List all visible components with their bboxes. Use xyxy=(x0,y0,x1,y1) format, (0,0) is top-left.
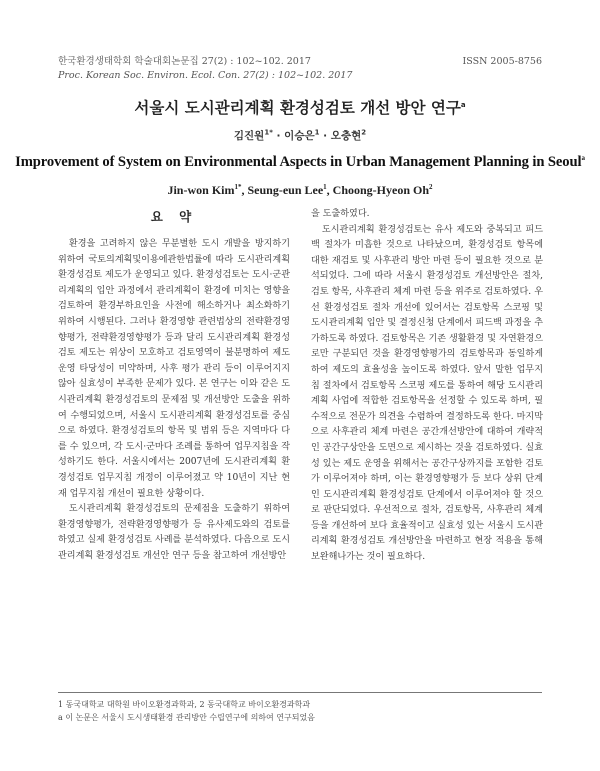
footnote-acknowledgement: a 이 논문은 서울시 도시생태환경 관리방안 수립연구에 의하여 연구되었음 xyxy=(58,713,315,722)
authors-ko: 김진원$^{1*}$ · 이승은$^1$ · 오충현$^2$ xyxy=(233,128,367,142)
authors-en: Jin-won Kim$^{1*}$, Seung-eun Lee$^1$, Choong-Hyeon Oh$^2$ xyxy=(167,183,433,197)
author-name: Jin-won Kim xyxy=(167,183,235,197)
abstract-paragraph: 도시관리계획 환경성검토는 유사 제도와 중복되고 피드백 절차가 미흡한 것으로 나타났으며, 환경성검토 항목에 대한 재검토 및 사후관리 방안 마련 등이 필요한 것으로 분석되었다. 그에 따라 서울시 환경성검토 개선방안은 절차, 검토 항목, 사후관리 체계 마련 등을 위주로 검토하였다. 우선 환경성검토 절차 개선에 있어서는 검토항목 스코핑 및 도시관리계획 입안 및 결정신청 단계에서 피드백 과정을 추가하도록 하였다. 검토항목은 기존 생활환경 및 자연환경으로만 구분되던 것을 환경영향평가의 검토항목과 동일하게 하여 제도의 효율성을 높이도록 하였다. 앞서 말한 업무지침 절차에서 검토항목 스코핑 제도를 통하여 해당 도시관리계획 사업에 적합한 검토항목을 선정할 수 있도록 하며, 필수적으로 전문가 의견을 수렴하여 결정하도록 한다. 마지막으로 사후관리 체계 마련은 공간개선방안에 대하여 개략적인 공간구상안을 도면으로 제시하는 것을 검토하였다. 실효성 있는 제도 운영을 위해서는 공간구상까지를 포함한 검토가 이루어져야 하며, 이는 환경영향평가 등 보다 상위 단계인 도시관리계획 환경성검토 단계에서 이루어져야 할 것으로 판단되었다. 우선적으로 절차, 검토항목, 사후관리 체계 등을 개선하여 보다 효율적이고 실효성 있는 서울시 도시관리계획 환경성검토 개선방안을 마련하고 현장 적용을 통해 보완해나가는 것이 필요하다. xyxy=(311,224,543,563)
author-name: 오충현 xyxy=(330,130,362,142)
author-name: 이승은 xyxy=(284,130,315,142)
abstract-column-left xyxy=(58,237,290,564)
abstract-column-right xyxy=(311,207,543,566)
journal-citation-en: Proc. Korean Soc. Environ. Ecol. Con. 27(2) : 102~102. 2017 xyxy=(58,70,353,81)
issn: ISSN 2005-8756 xyxy=(462,56,542,67)
journal-citation-ko: 한국환경생태학회 학술대회논문집 27(2) : 102~102. 2017 xyxy=(58,56,311,67)
paper-title-ko: 서울시 도시관리계획 환경성검토 개선 방안 연구$^a$ xyxy=(134,99,466,117)
abstract-paragraph: 환경을 고려하지 않은 무분별한 도시 개발을 방지하기 위하여 국토의계획및이용에관한법률에 따라 도시관리계획 환경성검토 제도가 운영되고 있다. 환경성검토는 도시·군관리계획의 입안 과정에서 관리계획이 환경에 미치는 영향을 검토하여 환경부하요인을 사전에 해소하거나 최소화하기 위하여 시행된다. 그러나 환경영향 관련법상의 전략환경영향평가, 전략환경영향평가 등과 달리 도시관리계획 환경성검토 제도는 위상이 모호하고 검토영역이 불분명하여 제도 운영 타당성이 미약하며, 사후 평가 관리 등이 이루어지지 않아 실효성이 부족한 문제가 있다. 본 연구는 이와 같은 도시관리계획 환경성검토의 문제점 및 개선방안 도출을 위하여 수행되었으며, 서울시 도시관리계획 환경성검토를 중심으로 하였다. 환경성검토의 항목 및 범위 등은 지역마다 다를 수 있으며, 각 도시·군마다 조례를 통하여 업무지침을 작성하기도 한다. 서울시에서는 2007년에 도시관리계획 환경성검토 업무지침 개정이 이루어졌고 약 10년이 지난 현재 업무지침 개선이 필요한 상황이다. xyxy=(58,239,290,499)
abstract-paragraph: 도시관리계획 환경성검토의 문제점을 도출하기 위하여 환경영향평가, 전략환경영향평가 등 유사제도와의 검토를 하였고 실제 환경성검토 사례를 분석하였다. 다음으로 도시관리계획 환경성검토 개선안 연구 등을 참고하여 개선방안 xyxy=(58,504,290,561)
abstract-paragraph: 을 도출하였다. xyxy=(311,209,370,219)
author-name: Seung-eun Lee xyxy=(247,183,324,197)
footnote-divider xyxy=(58,692,542,693)
footnote-affiliation: 1 동국대학교 대학원 바이오환경과학과, 2 동국대학교 바이오환경과학과 xyxy=(58,700,311,709)
author-name: 김진원 xyxy=(233,130,265,142)
abstract-heading: 요 약 xyxy=(150,209,198,224)
author-name: Choong-Hyeon Oh xyxy=(332,183,430,197)
paper-title-en: Improvement of System on Environmental Aspects in Urban Management Planning in Seoul$^a$ xyxy=(15,154,585,170)
